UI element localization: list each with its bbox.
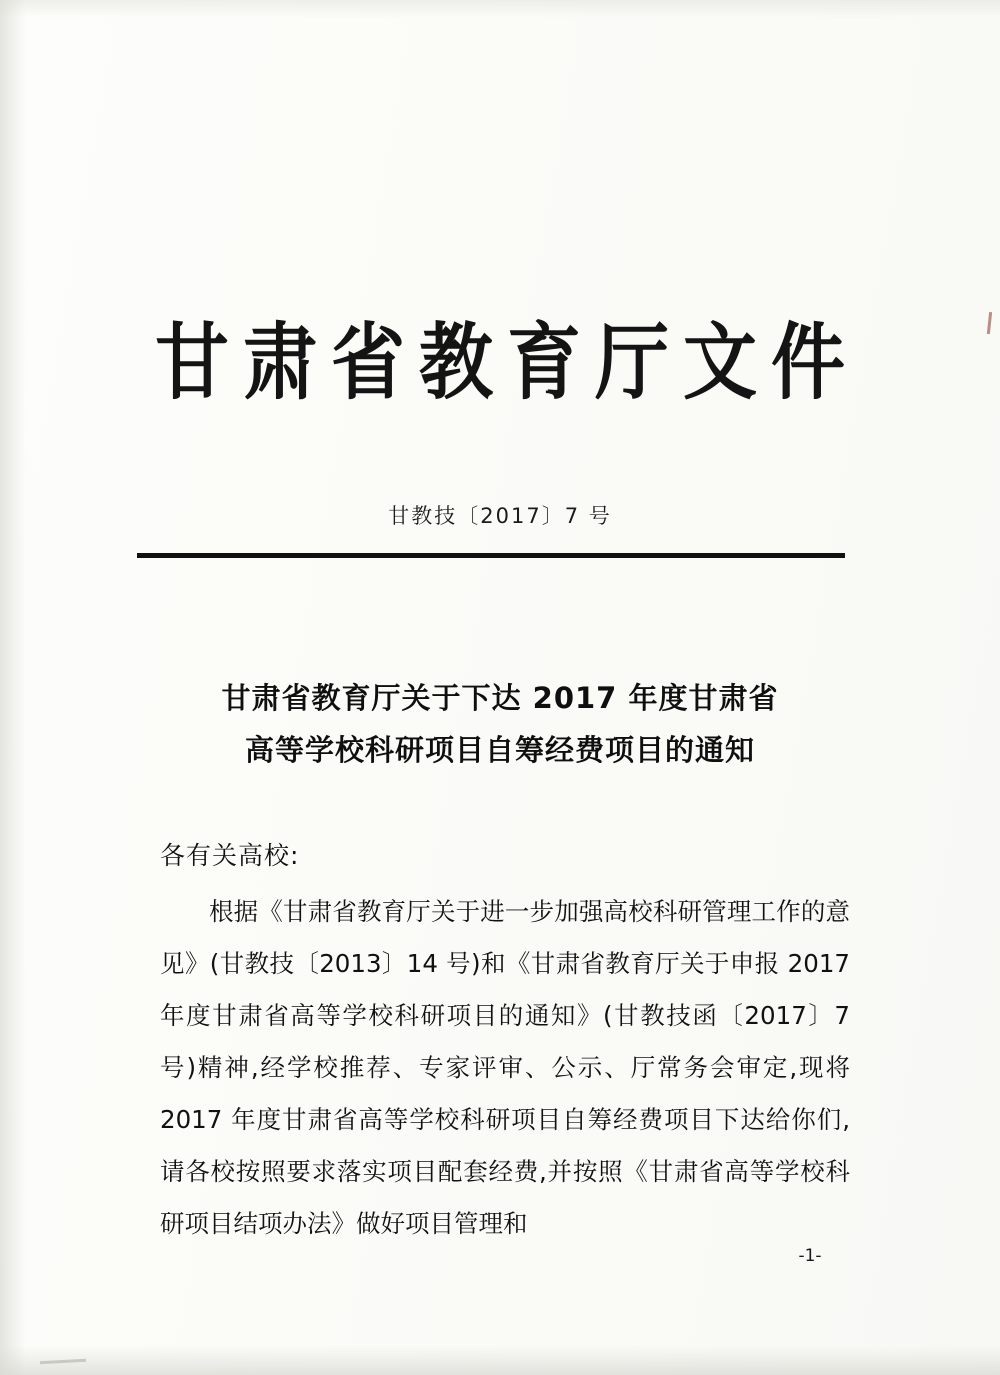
scan-artifact-mark-bottom [40, 1359, 86, 1364]
body-text [160, 886, 850, 1250]
body-paragraph-1: 根据《甘肃省教育厅关于进一步加强高校科研管理工作的意见》(甘教技〔2013〕14 号)和《甘肃省教育厅关于申报 2017 年度甘肃省高等学校科研项目的通知》(甘教技函〔2017〕7 号)精神,经学校推荐、专家评审、公示、厅常务会审定,现将 2017 年度甘肃省高等学校科研项目自筹经费项目下达给你们,请各校按照要求落实项目配套经费,并按照《甘肃省高等学校科研项目结项办法》做好项目管理和 [160, 897, 850, 1238]
header-divider-rule [137, 553, 845, 558]
page-number [0, 1246, 1000, 1266]
salutation: 各有关高校: [160, 841, 300, 870]
page-title-line-1: 甘肃省教育厅关于下达 2017 年度甘肃省 [221, 681, 779, 715]
document-masthead: 甘肃省教育厅文件 [155, 314, 859, 411]
page-number-value: -1- [798, 1246, 822, 1266]
page-title-line-2: 高等学校科研项目自筹经费项目的通知 [244, 733, 755, 767]
page-title [150, 672, 850, 776]
document-number: 甘教技〔2017〕7 号 [388, 504, 612, 528]
